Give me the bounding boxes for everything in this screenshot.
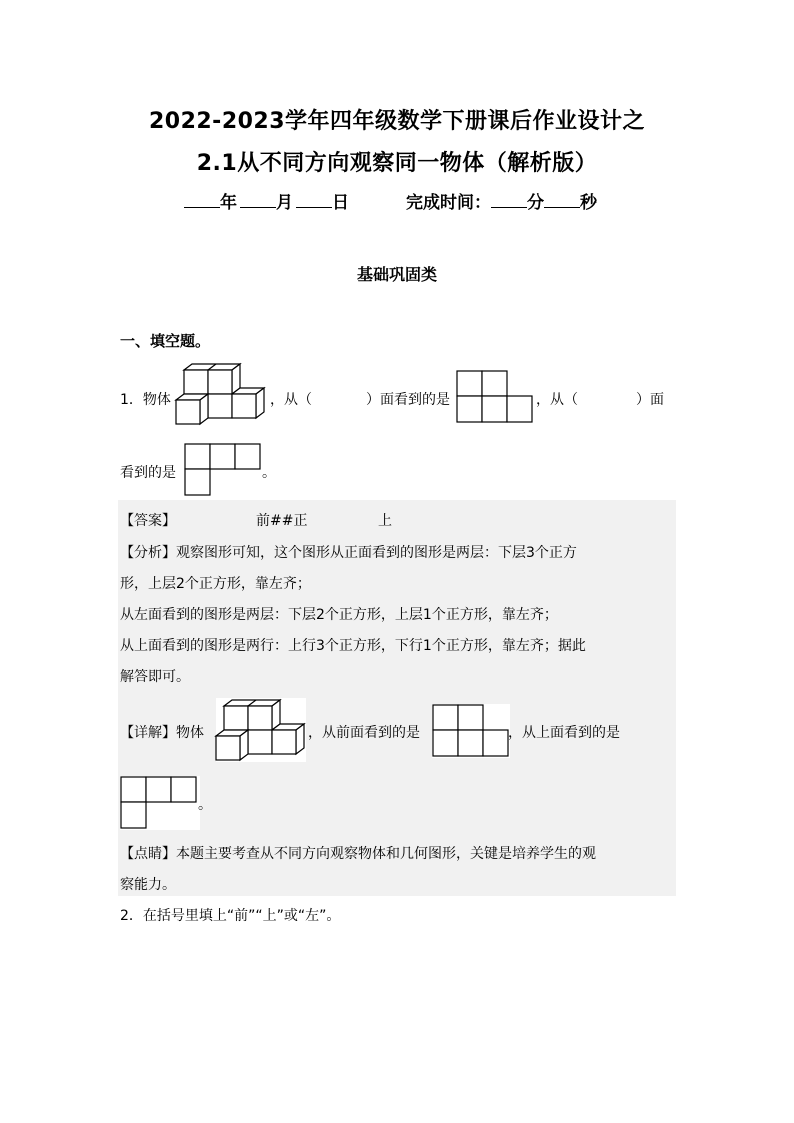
q1-line2-prefix: 看到的是 bbox=[120, 465, 176, 481]
time-label: 完成时间： bbox=[406, 193, 491, 213]
second-label: 秒 bbox=[580, 193, 597, 213]
detail-prefix: 【详解】物体 bbox=[120, 725, 204, 741]
detail-mid1: ，从前面看到的是 bbox=[308, 725, 420, 741]
minute-blank[interactable] bbox=[491, 191, 527, 208]
q1-line2-suffix: 。 bbox=[262, 465, 276, 481]
doc-title-line1: 2022-2023学年四年级数学下册课后作业设计之 bbox=[148, 109, 646, 134]
part-title: 一、填空题。 bbox=[120, 332, 211, 350]
q1-mid3: ，从（ bbox=[536, 392, 578, 408]
month-label: 月 bbox=[276, 193, 293, 213]
detail-top-view-figure bbox=[120, 776, 200, 830]
answer-value-1: 前##正 bbox=[256, 513, 308, 529]
second-blank[interactable] bbox=[544, 191, 580, 208]
day-blank[interactable] bbox=[296, 191, 332, 208]
analysis-line-5: 解答即可。 bbox=[120, 669, 190, 685]
cube-object-figure bbox=[176, 362, 268, 424]
section-title: 基础巩固类 bbox=[356, 265, 437, 284]
q1-prefix: 1．物体 bbox=[120, 392, 171, 408]
detail-label: 【详解】 bbox=[120, 725, 176, 741]
top-view-figure bbox=[184, 443, 264, 497]
answer-label: 【答案】 bbox=[120, 513, 176, 529]
q2-text: 2．在括号里填上“前”“上”或“左”。 bbox=[120, 908, 341, 924]
analysis-line-2: 形，上层2个正方形，靠左齐； bbox=[120, 576, 311, 592]
analysis-label: 【分析】 bbox=[120, 545, 176, 561]
detail-front-view-figure bbox=[432, 704, 510, 758]
point-line-1: 【点睛】本题主要考查从不同方向观察物体和几何图形，关键是培养学生的观 bbox=[120, 846, 596, 862]
point-label: 【点睛】 bbox=[120, 846, 176, 862]
q1-mid2: ）面看到的是 bbox=[366, 392, 450, 408]
doc-title-line2: 2.1从不同方向观察同一物体（解析版） bbox=[196, 151, 598, 176]
year-blank[interactable] bbox=[184, 191, 220, 208]
front-view-figure bbox=[456, 370, 534, 424]
analysis-line-4: 从上面看到的图形是两行：上行3个正方形，下行1个正方形，靠左齐；据此 bbox=[120, 638, 586, 654]
point-line-2: 察能力。 bbox=[120, 877, 176, 893]
q1-mid1: ，从（ bbox=[270, 392, 312, 408]
analysis-line-1: 【分析】观察图形可知，这个图形从正面看到的图形是两层：下层3个正方 bbox=[120, 545, 577, 561]
day-label: 日 bbox=[332, 193, 349, 213]
analysis-line-3: 从左面看到的图形是两层：下层2个正方形，上层1个正方形，靠左齐； bbox=[120, 607, 558, 623]
detail-cube-object-figure bbox=[216, 698, 308, 762]
detail-mid2: ，从上面看到的是 bbox=[508, 725, 620, 741]
month-blank[interactable] bbox=[240, 191, 276, 208]
year-label: 年 bbox=[220, 193, 237, 213]
answer-value-2: 上 bbox=[378, 513, 392, 529]
q1-mid4: ）面 bbox=[636, 392, 664, 408]
detail-end: 。 bbox=[198, 797, 212, 813]
minute-label: 分 bbox=[527, 193, 544, 213]
